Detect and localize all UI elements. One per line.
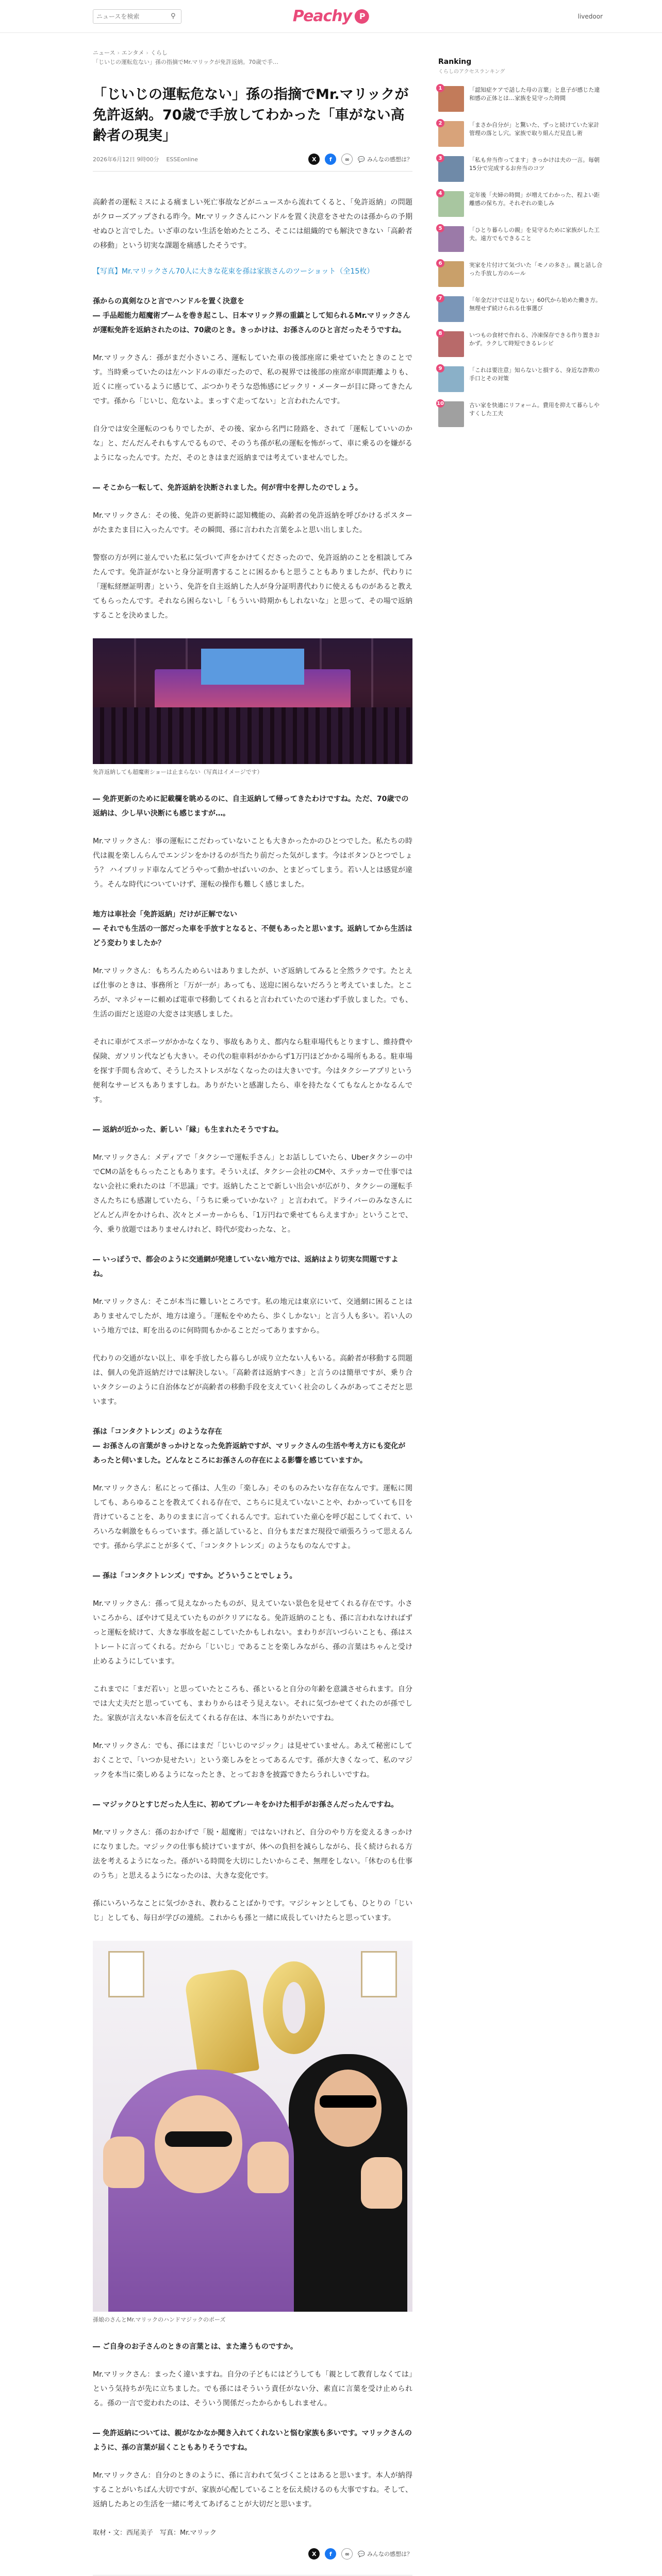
paragraph: Mr.マリックさん：メディアで「タクシーで運転手さん」とお話ししていたら、Uberタクシーの中でCMの話をもらったこともあります。そういえば、タクシー会社のCMや、ステッカーで仕事ではない会社に乗れたのは「不思議」です。返納したことで新しい出会いが広がり、タクシーの運転手さんたちにも感謝していたら、「うちに乗っていかない？」と言われて。ドライバーのみなさんにどんどん声をかけられ、次々とメーカーからも、「1万円ねで乗せてもらえますか」ということで、今、乗り放題ではありませんけれど、時代が変わったな、と。	[93, 1154, 412, 1234]
x-share-icon[interactable]: X	[308, 2548, 320, 2560]
ranking-item[interactable]	[438, 261, 603, 287]
ranking-thumbnail	[438, 86, 464, 112]
ranking-item-text: 古い家を快適にリフォーム。費用を抑えて暮らしやすくした工夫	[469, 402, 600, 417]
comment-link[interactable]	[358, 155, 412, 163]
ranking-number: 7	[436, 294, 444, 302]
balloon-zero	[263, 1961, 325, 2054]
ranking-thumbnail	[438, 156, 464, 182]
comment-label: みんなの感想は？	[367, 156, 412, 163]
paragraph: Mr.マリックさん：孫がまだ小さいころ、運転していた車の後部座席に乗せていたときのことです。当時乗っていたのは左ハンドルの車だったので、私の視界では後部の座席が車間距離よりも、近くに座っているように感じて、ぶつかりそうな恐怖感にビックリ・メーターが目に降ってきたんです。孫から「じいじ、危ないよ。まっすぐ走ってない」と言われたんです。	[93, 354, 412, 405]
ranking-number: 10	[436, 399, 444, 408]
photo-caption: 孫娘のさんとMr.マリックのハンドマジックのポーズ	[93, 2316, 226, 2323]
section-heading: ― 孫は「コンタクトレンズ」ですか。どういうことでしょう。	[93, 1572, 297, 1580]
section-heading: ― そこから一転して、免許返納を決断されました。何が背中を押したのでしょう。	[93, 484, 362, 492]
paragraph: 孫にいろいろなことに気づかされ、教わることばかりです。マジシャンとしても、ひとりの「じいじ」としても、毎日が学びの連続。これからも孫と一緒に成長していけたらと思っています。	[93, 1900, 412, 1922]
livedoor-link[interactable]: livedoor	[577, 12, 603, 20]
section-heading: ― 返納が近かった、新しい「縁」も生まれたそうですね。	[93, 1126, 283, 1134]
ranking-sidebar	[438, 33, 603, 2576]
paragraph: Mr.マリックさん：その後、免許の更新時に認知機能の、高齢者の免許返納を呼びかけるポスターがたまたま目に入ったんです。その瞬間、孫に言われた言葉をふと思い出しました。	[93, 512, 412, 534]
breadcrumb-item[interactable]: エンタメ	[121, 49, 144, 56]
search-box[interactable]	[93, 9, 181, 24]
section-heading: ― 免許返納については、親がなかなか聞き入れてくれないと悩む家族も多いです。マリックさんのように、孫の言葉が届くこともありそうですね。	[93, 2429, 412, 2452]
ranking-item[interactable]	[438, 156, 603, 182]
ranking-number: 3	[436, 154, 444, 162]
paragraph: Mr.マリックさん：私にとって孫は、人生の「楽しみ」そのものみたいな存在なんです。運転に関しても、あらゆることを教えてくれる存在で、こちらに見えていないことや、わかっていても目を背けていることを、ありのままに言ってくれるんです。忘れていた童心を呼び起こしてくれて、いろいろな刺激をもらっています。孫と話していると、自分もまだまだ現役で頑張ろうって思えるんです。孫から学ぶことが多くて、「コンタクトレンズ」のようなものなんですよ。	[93, 1484, 412, 1550]
comment-icon: 💬	[358, 156, 365, 163]
section-heading: ― 免許更新のために記載欄を眺めるのに、自主返納して帰ってきたわけですね。ただ、70歳での返納は、少し早い決断にも感じますが…。	[93, 795, 409, 818]
ranking-item-text: いつもの食材で作れる、冷凍保存できる作り置きおかず。ラクして時短できるレシピ	[469, 332, 600, 347]
paragraph: 警察の方が列に並んでいた私に気づいて声をかけてくださったので、免許返納のことを相談してみたんです。免許証がないと身分証明書することに困るかもと思うこともありましたが、代わりに「運転経歴証明書」という、免許を自主返納した人が身分証明書代わりに使えるものがあると教えてもらったんです。それなら困らないし「もういい時期かもしれないな」と思って、その場で返納することを決めました。	[93, 554, 412, 620]
ranking-number: 2	[436, 119, 444, 127]
breadcrumb: ニュース › エンタメ › くらし 「じいじの運転危ない」孫の指摘でMr.マリックが免許返納。70歳で手…	[93, 48, 412, 67]
link-copy-icon[interactable]: ∞	[341, 154, 353, 165]
article-meta	[93, 154, 412, 165]
section-heading: 孫は「コンタクトレンズ」のような存在 ― お孫さんの言葉がきっかけとなった免許返納ですが、マリックさんの生活や考え方にも変化があったと伺いました。どんなところにお孫さんの存在による影響を感じていますか。	[93, 1428, 406, 1465]
ranking-number: 5	[436, 224, 444, 232]
article-body	[93, 195, 412, 2512]
section-heading: ― ご自身のお子さんのときの言葉とは、また違うものですか。	[93, 2343, 297, 2351]
ranking-item[interactable]	[438, 191, 603, 217]
site-header	[0, 0, 662, 33]
ranking-number: 6	[436, 259, 444, 267]
ranking-item[interactable]	[438, 366, 603, 392]
link-copy-icon[interactable]: ∞	[341, 2548, 353, 2560]
logo-text: Peachy	[292, 7, 352, 25]
ranking-item[interactable]	[438, 331, 603, 357]
comment-label: みんなの感想は？	[367, 2551, 412, 2557]
paragraph: Mr.マリックさん：でも、孫にはまだ「じいじのマジック」は見せていません。あえて秘密にしておくことで、「いつか見せたい」という楽しみをとってあるんです。孫が大きくなって、私のマジックを本当に楽しめるようになったとき、とっておきを披露できたらうれしいですね。	[93, 1742, 412, 1779]
section-heading: ― マジックひとすじだった人生に、初めてブレーキをかけた相手がお孫さんだったんですね。	[93, 1801, 399, 1809]
portrait-photo	[93, 1941, 412, 2312]
section-heading: 地方は車社会「免許返納」だけが正解でない ― それでも生活の一部だった車を手放すとなると、不便もあったと思います。返納してから生活はどう変わりましたか？	[93, 910, 412, 947]
ranking-item-text: 「私も弁当作ってます」きっかけは夫の一言。毎朝15分で完成するお弁当のコツ	[469, 157, 600, 172]
ranking-thumbnail	[438, 226, 464, 252]
ranking-thumbnail	[438, 366, 464, 392]
x-share-icon[interactable]: X	[308, 154, 320, 165]
paragraph: それに車がてスポーツがかかなくなり、事故もありえ、都内なら駐車場代もとりますし、維持費や保険、ガソリン代なども大きい。その代の駐車料がかからず1万円ほどかかる場所もある。駐車場を探す手間も含めて、そうしたストレスがなくなったのは大きいです。今はタクシーアプリという便利なサービスもありますしね。ありがたいと感謝したら、車を持たなくてもなんとかなるんです。	[93, 1038, 412, 1104]
ranking-thumbnail	[438, 261, 464, 287]
ranking-thumbnail	[438, 121, 464, 147]
ranking-item-text: 定年後「夫婦の時間」が増えてわかった、程よい距離感の保ち方。それぞれの楽しみ	[469, 192, 600, 207]
ranking-thumbnail	[438, 331, 464, 357]
related-photo-link[interactable]: 【写真】Mr.マリックさん70人に大きな花束を孫は家族さんのツーショット（全15枚）	[93, 267, 374, 276]
ranking-item[interactable]	[438, 121, 603, 147]
breadcrumb-item[interactable]: くらし	[150, 49, 168, 56]
paragraph: Mr.マリックさん：そこが本当に難しいところです。私の地元は東京にいて、交通網に困ることはありませんでしたが、地方は違う。「運転をやめたら、歩くしかない」と言う人も多い。若い人のいう地方では、町を出るのに何時間もかかることだってありますから。	[93, 1298, 412, 1335]
article-date: 2026年6月12日 9時00分	[93, 156, 159, 163]
audience	[93, 707, 412, 764]
article-title: 「じいじの運転危ない」孫の指摘でMr.マリックが免許返納。70歳で手放してわかった「車がない高齢者の現実」	[93, 87, 409, 144]
ranking-number: 4	[436, 189, 444, 197]
ranking-list	[438, 86, 603, 427]
ranking-item[interactable]	[438, 296, 603, 322]
ranking-item[interactable]	[438, 226, 603, 252]
ranking-number: 9	[436, 364, 444, 372]
breadcrumb-item[interactable]: ニュース	[93, 49, 115, 56]
ranking-title: Ranking	[438, 58, 472, 66]
paragraph: Mr.マリックさん：まったく違いますね。自分の子どもにはどうしても「親として教育しなくては」という気持ちが先に立ちました。でも孫にはそういう責任がない分、素直に言葉を受け止められる。孫の一言で変われたのは、そういう関係だったからかもしれません。	[93, 2370, 412, 2408]
paragraph: Mr.マリックさん：もちろんためらいはありましたが、いざ返納してみると全然ラクです。たとえば仕事のときは、事務所と「万が一が」あっても、送迎に困らないだろうと考えていました。ところが、マネジャーに頼めば電車で移動してくれると言われていたので迷わず手放しました。でも、生活の面だと送迎の大変さは実感しました。	[93, 967, 412, 1019]
breadcrumb-current: 「じいじの運転危ない」孫の指摘でMr.マリックが免許返納。70歳で手…	[93, 59, 279, 65]
article-lead: 高齢者の運転ミスによる痛ましい死亡事故などがニュースから流れてくると、「免許返納」の問題がクローズアップされる昨今。Mr.マリックさんにハンドルを置く決意をさせたのは孫からの予期せぬひと言でした。いざ車のない生活を始めたところ、そこには組織的でも解決できない「高齢者の移動」という切実な課題を痛感したそうです。	[93, 198, 412, 250]
ranking-number: 8	[436, 329, 444, 337]
ranking-number: 1	[436, 84, 444, 92]
article-main	[93, 33, 412, 2576]
stage-screen	[201, 649, 304, 685]
ranking-item-text: 「ひとり暮らしの親」を見守るために家族がした工夫。遠方でもできること	[469, 227, 600, 242]
divider	[93, 171, 412, 172]
ranking-thumbnail	[438, 296, 464, 322]
ranking-item-text: 実家を片付けて気づいた「モノの多さ」。親と話し合った手放し方のルール	[469, 262, 603, 277]
stage-photo	[93, 638, 412, 764]
ranking-item-text: 「認知症ケアで話した母の言葉」と息子が感じた違和感の正体とは…家族を見守った時間	[469, 87, 600, 101]
ranking-item[interactable]	[438, 401, 603, 427]
ranking-thumbnail	[438, 191, 464, 217]
article-source[interactable]: ESSEonline	[166, 156, 198, 163]
search-icon[interactable]: ⚲	[171, 12, 176, 20]
ranking-thumbnail	[438, 401, 464, 427]
search-input[interactable]	[96, 13, 171, 20]
ranking-item-text: 「年金だけでは足りない」60代から始めた働き方。無理せず続けられる仕事選び	[469, 297, 601, 312]
article-credit: 取材・文：西尾美子 写真：Mr.マリック	[93, 2529, 217, 2537]
ranking-subtitle: くらしのアクセスランキング	[438, 69, 505, 75]
paragraph: 自分では安全運転のつもりでしたが、その後、家から名門に陸路を、されて「運転していいのかな」と、だんだんそれもすんでるもので、そのうち孫が私の運転を怖がって、車に乗るのを嫌がるようになったんです。ただ、そのときはまだ返納までは考えていませんでした。	[93, 425, 412, 462]
paragraph: 代わりの交通がない以上、車を手放したら暮らしが成り立たない人もいる。高齢者が移動する問題は、個人の免許返納だけでは解決しない。「高齢者は返納すべき」と言うのは簡単ですが、乗り合いタクシーのように自治体などが高齢者の移動手段を支えていく社会のしくみがあってこそだと思います。	[93, 1354, 412, 1406]
photo-caption: 免許返納しても超魔術ショーは止まらない（写真はイメージです）	[93, 769, 263, 775]
site-logo[interactable]	[293, 7, 369, 25]
section-heading: ― いっぽうで、都会のように交通網が発達していない地方では、返納はより切実な問題ですよね。	[93, 1256, 399, 1278]
bottom-share-bar	[93, 2548, 412, 2560]
facebook-share-icon[interactable]: f	[325, 2548, 336, 2560]
logo-mark-icon: P	[355, 9, 369, 24]
paragraph: Mr.マリックさん：自分のときのように、孫に言われて気づくことはあると思います。本人が納得することがいちばん大切ですが、家族が心配していることを伝え続けるのも大事ですね。そして、返納したあとの生活を一緒に考えてあげることが大切だと思います。	[93, 2471, 412, 2509]
ranking-item-text: 「これは要注意」知らないと損する、身近な詐欺の手口とその対策	[469, 367, 600, 382]
paragraph: これまでに「まだ若い」と思っていたところも、孫といると自分の年齢を意識させられます。自分では大丈夫だと思っていても、まわりからはそう見えない。それに気づかせてくれたのが孫でした。家族が言えない本音を伝えてくれる存在は、本当にありがたいですね。	[93, 1685, 412, 1722]
ranking-item-text: 「まさか自分が」と驚いた、ずっと続けていた家計管理の落とし穴。家族で取り組んだ見直し術	[469, 122, 600, 137]
paragraph: Mr.マリックさん：事の運転にこだわっていないことも大きかったかのひとつでした。私たちの時代は親を楽しんらんでエンジンをかけるのが当たり前だった気がします。今はボタンひとつでしょう？ ハイブリッド車なんてどうやって動かせばいいのか、とまどってしまう。若い人とは感覚が違う。そんな時代についていけず、運転の操作も難しく感じました。	[93, 837, 412, 889]
paragraph: Mr.マリックさん：孫って見えなかったものが、見えていない景色を見せてくれる存在です。小さいころから、ぼやけて見えていたものがクリアになる。免許返納のことも、孫に言われなければずっと運転を続けて、大きな事故を起こしていたかもしれない。まわりが言いづらいことも、孫はストレートに言ってくれる。だから「じいじ」であることを楽しみながら、孫の言葉はちゃんと受け止めるようにしています。	[93, 1600, 412, 1666]
comment-link[interactable]	[358, 2550, 412, 2558]
facebook-share-icon[interactable]: f	[325, 154, 336, 165]
section-heading: 孫からの真剣なひと言でハンドルを置く決意を ― 手品超能力超魔術ブームを巻き起こし、日本マリック界の重鎮として知られるMr.マリックさんが運転免許を返納されたのは、70歳のとき。きっかけは、お孫さんのひと言だったそうですね。	[93, 297, 410, 334]
paragraph: Mr.マリックさん：孫のおかげで「脱・超魔術」ではないけれど、自分のやり方を変えるきっかけになりました。マジックの仕事も続けていますが、体への負担を減らしながら、長く続けられる方法を考えるようになった。孫がいる時間を大切にしたいからこそ、無理をしない。「休むのも仕事のうち」と思えるようになったのは、大きな変化です。	[93, 1828, 412, 1880]
comment-icon: 💬	[358, 2550, 365, 2557]
ranking-item[interactable]	[438, 86, 603, 112]
